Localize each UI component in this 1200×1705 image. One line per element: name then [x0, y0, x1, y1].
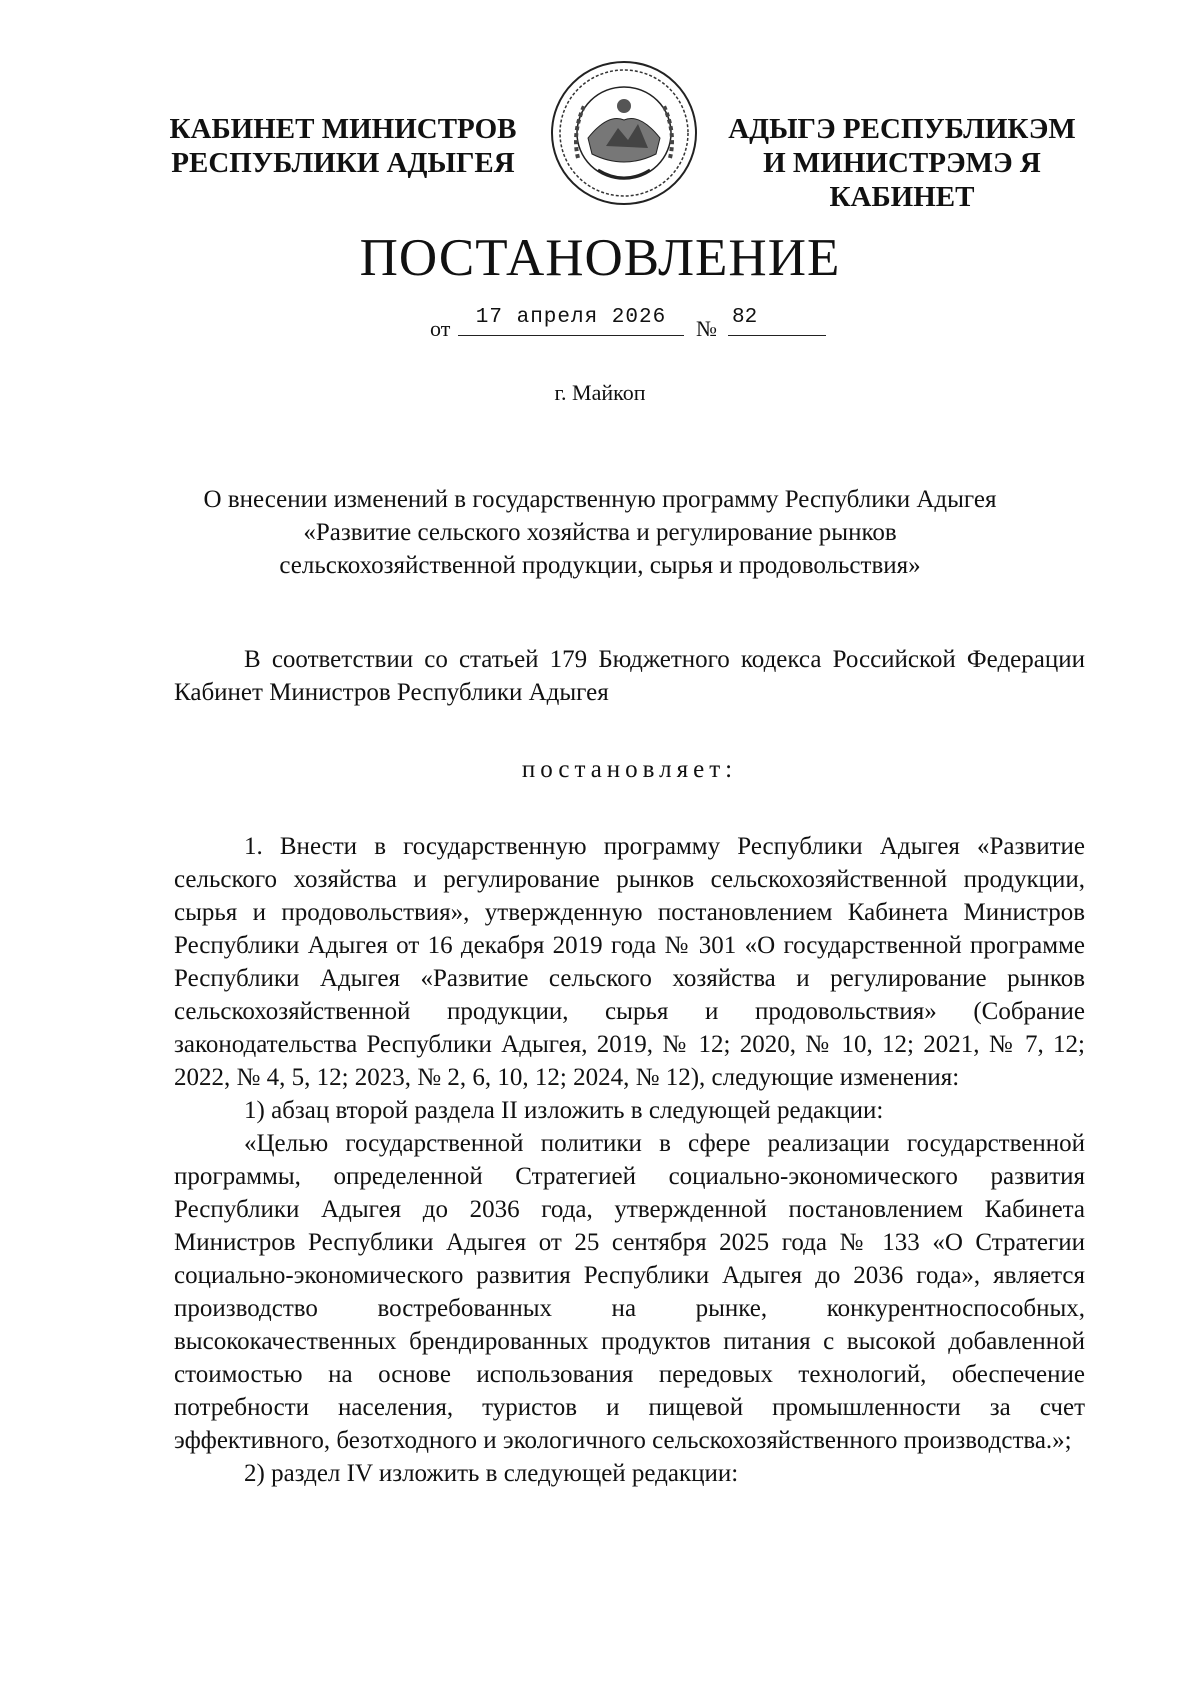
subitem-2-paragraph: 2) раздел IV изложить в следующей редакции: — [244, 1460, 739, 1487]
issuer-line-2: И МИНИСТРЭМЭ Я КАБИНЕТ — [763, 147, 1041, 213]
document-date: 17 апреля 2026 — [458, 306, 684, 336]
decree-word: постановляет: — [521, 756, 738, 783]
subject-line-1: О внесении изменений в государственную программу Республики Адыгея — [203, 486, 997, 513]
issuer-line-1: АДЫГЭ РЕСПУБЛИКЭМ — [728, 113, 1076, 145]
subitem-1-paragraph: 1) абзац второй раздела II изложить в следующей редакции: — [244, 1097, 884, 1124]
date-prefix: от — [430, 316, 451, 341]
issuer-line-2: РЕСПУБЛИКИ АДЫГЕЯ — [171, 147, 515, 179]
issuer-name-russian — [168, 112, 518, 180]
document-number: 82 — [728, 306, 826, 336]
number-prefix: № — [696, 316, 717, 341]
quote-paragraph: «Целью государственной политики в сфере реализации государственной программы, определенной Стратегией социально-экономического развития Республики Адыгея до 2036 года, утвержденной постановлением Кабинета Министров Республики Адыгея от 25 сентября 2025 года № 133 «О Стратегии социально-экономического развития Республики Адыгея до 2036 года», является производство востребованных на рынке, конкурентноспособных, высококачественных брендированных продуктов питания с высокой добавленной стоимостью на основе использования передовых технологий, обеспечение потребности населения, туристов и пищевой промышленности за счет эффективного, безотходного и экологичного сельскохозяйственного производства.»; — [174, 1130, 1085, 1454]
document-body — [174, 643, 1085, 1490]
coat-of-arms-seal-icon — [548, 58, 700, 208]
document-title: ПОСТАНОВЛЕНИЕ — [359, 229, 841, 287]
item-1-paragraph: 1. Внести в государственную программу Республики Адыгея «Развитие сельского хозяйства и регулирование рынков сельскохозяйственной продукции, сырья и продовольствия», утвержденную постановлением Кабинета Министров Республики Адыгея от 16 декабря 2019 года № 301 «О государственной программе Республики Адыгея «Развитие сельского хозяйства и регулирование рынков сельскохозяйственной продукции, сырья и продовольствия» (Собрание законодательства Республики Адыгея, 2019, № 12; 2020, № 10, 12; 2021, № 7, 12; 2022, № 4, 5, 12; 2023, № 2, 6, 10, 12; 2024, № 12), следующие изменения: — [174, 833, 1085, 1091]
subject-line-3: сельскохозяйственной продукции, сырья и продовольствия» — [279, 552, 921, 579]
issuer-line-1: КАБИНЕТ МИНИСТРОВ — [169, 113, 517, 145]
document-subject — [150, 483, 1050, 582]
city: г. Майкоп — [554, 380, 646, 405]
issuer-name-adyghe — [712, 112, 1092, 214]
preamble-paragraph: В соответствии со статьей 179 Бюджетного кодекса Российской Федерации Кабинет Министров Республики Адыгея — [174, 646, 1085, 706]
subject-line-2: «Развитие сельского хозяйства и регулирование рынков — [303, 519, 897, 546]
